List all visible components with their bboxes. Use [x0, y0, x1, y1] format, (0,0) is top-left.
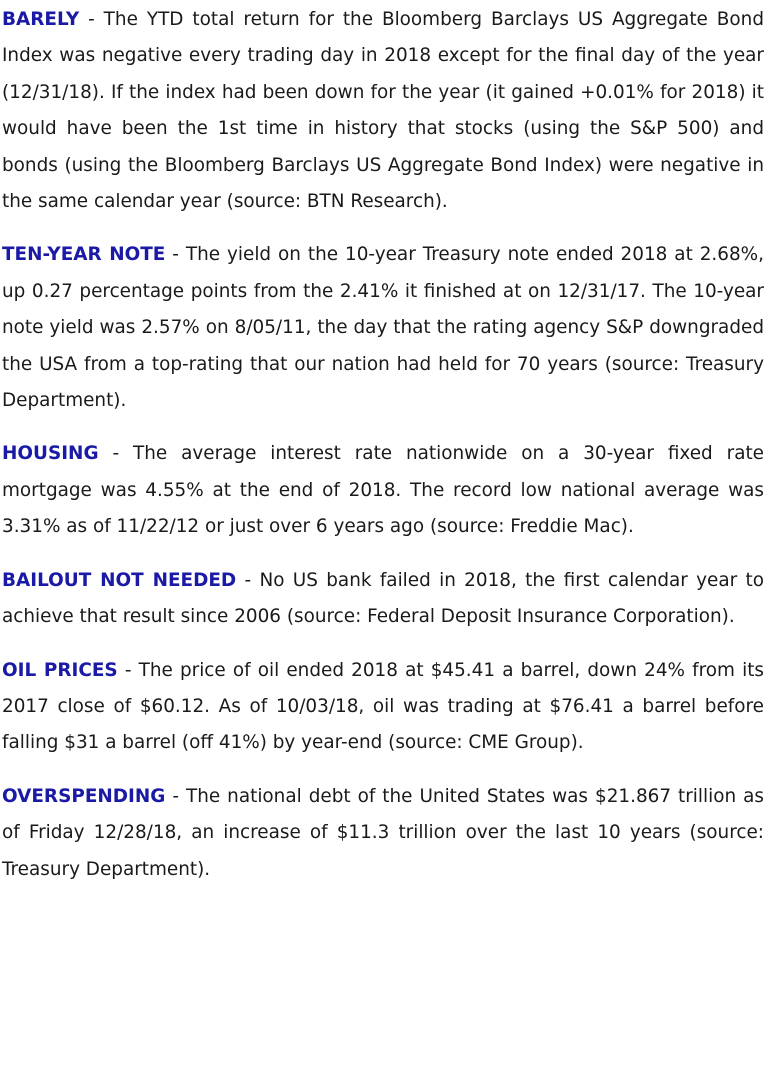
section-body: - The average interest rate nationwide on a 30-year fixed rate mortgage was 4.55% at the end of 2018. The record low national average was 3.31% as of 11/22/12 or just over 6 years ago (source: Freddie Mac). [2, 443, 764, 538]
section-body: - No US bank failed in 2018, the first calendar year to achieve that result since 2006 (source: Federal Deposit Insurance Corporation). [2, 569, 764, 628]
section-heading: HOUSING [2, 443, 99, 465]
section-heading: BARELY [2, 9, 80, 30]
section-body: - The price of oil ended 2018 at $45.41 a barrel, down 24% from its 2017 close of $60.12. As of 10/03/18, oil was trading at $76.41 a barrel before falling $31 a barrel (off 41%) by year-end (source: CME Group). [2, 659, 764, 754]
section-barely [2, 2, 764, 220]
section-oil-prices [2, 653, 764, 762]
document-page [2, 2, 764, 888]
section-body: - The YTD total return for the Bloomberg Barclays US Aggregate Bond Index was negative every trading day in 2018 except for the final day of the year (12/31/18). If the index had been down for the year (it gained +0.01% for 2018) it would have been the 1st time in history that stocks (using the S&P 500) and bonds (using the Bloomberg Barclays US Aggregate Bond Index) were negative in the same calendar year (source: BTN Research). [2, 9, 764, 213]
section-body: - The national debt of the United States was $21.867 trillion as of Friday 12/28/18, an increase of $11.3 trillion over the last 10 years (source: Treasury Department). [2, 785, 764, 880]
section-heading: OIL PRICES [2, 659, 118, 681]
section-bailout-not-needed [2, 563, 764, 636]
section-overspending [2, 779, 764, 888]
section-heading: BAILOUT NOT NEEDED [2, 569, 237, 591]
section-ten-year-note [2, 237, 764, 419]
section-body: - The yield on the 10-year Treasury note ended 2018 at 2.68%, up 0.27 percentage points from the 2.41% it finished at on 12/31/17. The 10-year note yield was 2.57% on 8/05/11, the day that the rating agency S&P downgraded the USA from a top-rating that our nation had held for 70 years (source: Treasury Department). [2, 244, 764, 412]
section-heading: OVERSPENDING [2, 785, 166, 807]
section-housing [2, 436, 764, 545]
section-heading: TEN-YEAR NOTE [2, 244, 166, 266]
